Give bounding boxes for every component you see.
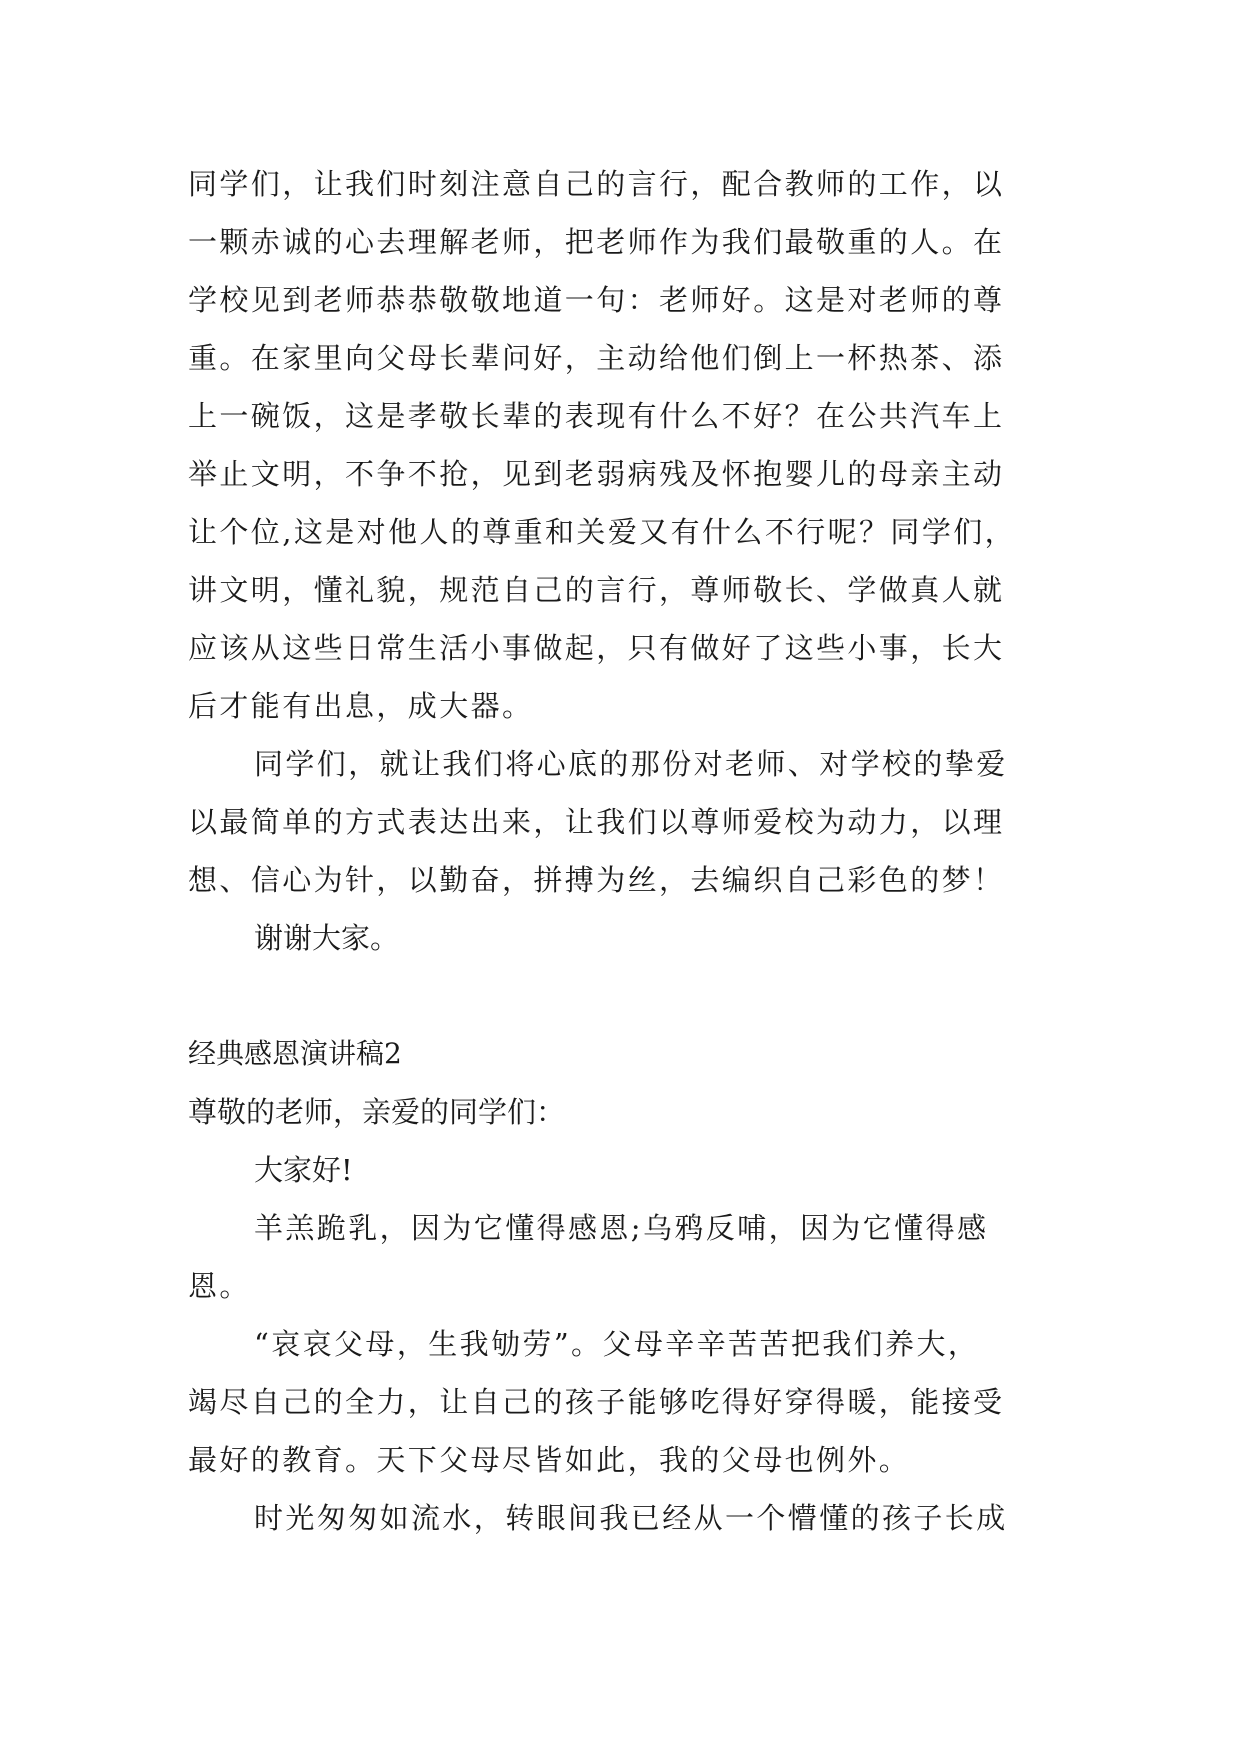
- text-line: 上一碗饭，这是孝敬长辈的表现有什么不好？在公共汽车上: [188, 399, 1005, 433]
- text-line: 应该从这些日常生活小事做起，只有做好了这些小事，长大: [188, 631, 1005, 665]
- document-body: [188, 155, 1058, 1547]
- salutation-line: 尊敬的老师，亲爱的同学们：: [188, 1095, 566, 1129]
- text-line: 最好的教育。天下父母尽皆如此，我的父母也例外。: [188, 1443, 911, 1477]
- text-line: 恩。: [188, 1269, 251, 1303]
- text-line: 竭尽自己的全力，让自己的孩子能够吃得好穿得暖，能接受: [188, 1385, 1005, 1419]
- text-line: 羊羔跪乳，因为它懂得感恩;乌鸦反哺，因为它懂得感: [254, 1211, 989, 1245]
- text-line: 学校见到老师恭恭敬敬地道一句：老师好。这是对老师的尊: [188, 283, 1005, 317]
- text-line: 同学们，就让我们将心底的那份对老师、对学校的挚爱: [254, 747, 1008, 781]
- paragraph-parents: [188, 1315, 1058, 1489]
- paragraph-gratitude: [188, 1199, 1058, 1315]
- text-line: 以最简单的方式表达出来，让我们以尊师爱校为动力，以理: [188, 805, 1005, 839]
- thanks-line: 谢谢大家。: [254, 921, 400, 955]
- text-line: 讲文明，懂礼貌，规范自己的言行，尊师敬长、学做真人就: [188, 573, 1005, 607]
- section-gap: [188, 967, 1058, 1025]
- text-line: 同学们，让我们时刻注意自己的言行，配合教师的工作，以: [188, 167, 1005, 201]
- text-line: 后才能有出息，成大器。: [188, 689, 534, 723]
- text-line: 想、信心为针，以勤奋，拼搏为丝，去编织自己彩色的梦！: [188, 863, 1005, 897]
- text-line: “哀哀父母，生我劬劳”。父母辛辛苦苦把我们养大，: [254, 1327, 980, 1361]
- text-line: 重。在家里向父母长辈问好，主动给他们倒上一杯热茶、添: [188, 341, 1005, 375]
- text-line: 时光匆匆如流水，转眼间我已经从一个懵懂的孩子长成: [254, 1501, 1008, 1535]
- text-line: 一颗赤诚的心去理解老师，把老师作为我们最敬重的人。在: [188, 225, 1005, 259]
- section-title: 经典感恩演讲稿2: [188, 1037, 402, 1070]
- text-line: 举止文明，不争不抢，见到老弱病残及怀抱婴儿的母亲主动: [188, 457, 1005, 491]
- paragraph-time: [188, 1489, 1058, 1547]
- paragraph-respect-teachers: [188, 155, 1058, 735]
- greeting-line: 大家好!: [254, 1153, 353, 1187]
- text-line: 让个位,这是对他人的尊重和关爱又有什么不行呢？同学们，: [188, 515, 1017, 549]
- paragraph-dream: [188, 735, 1058, 909]
